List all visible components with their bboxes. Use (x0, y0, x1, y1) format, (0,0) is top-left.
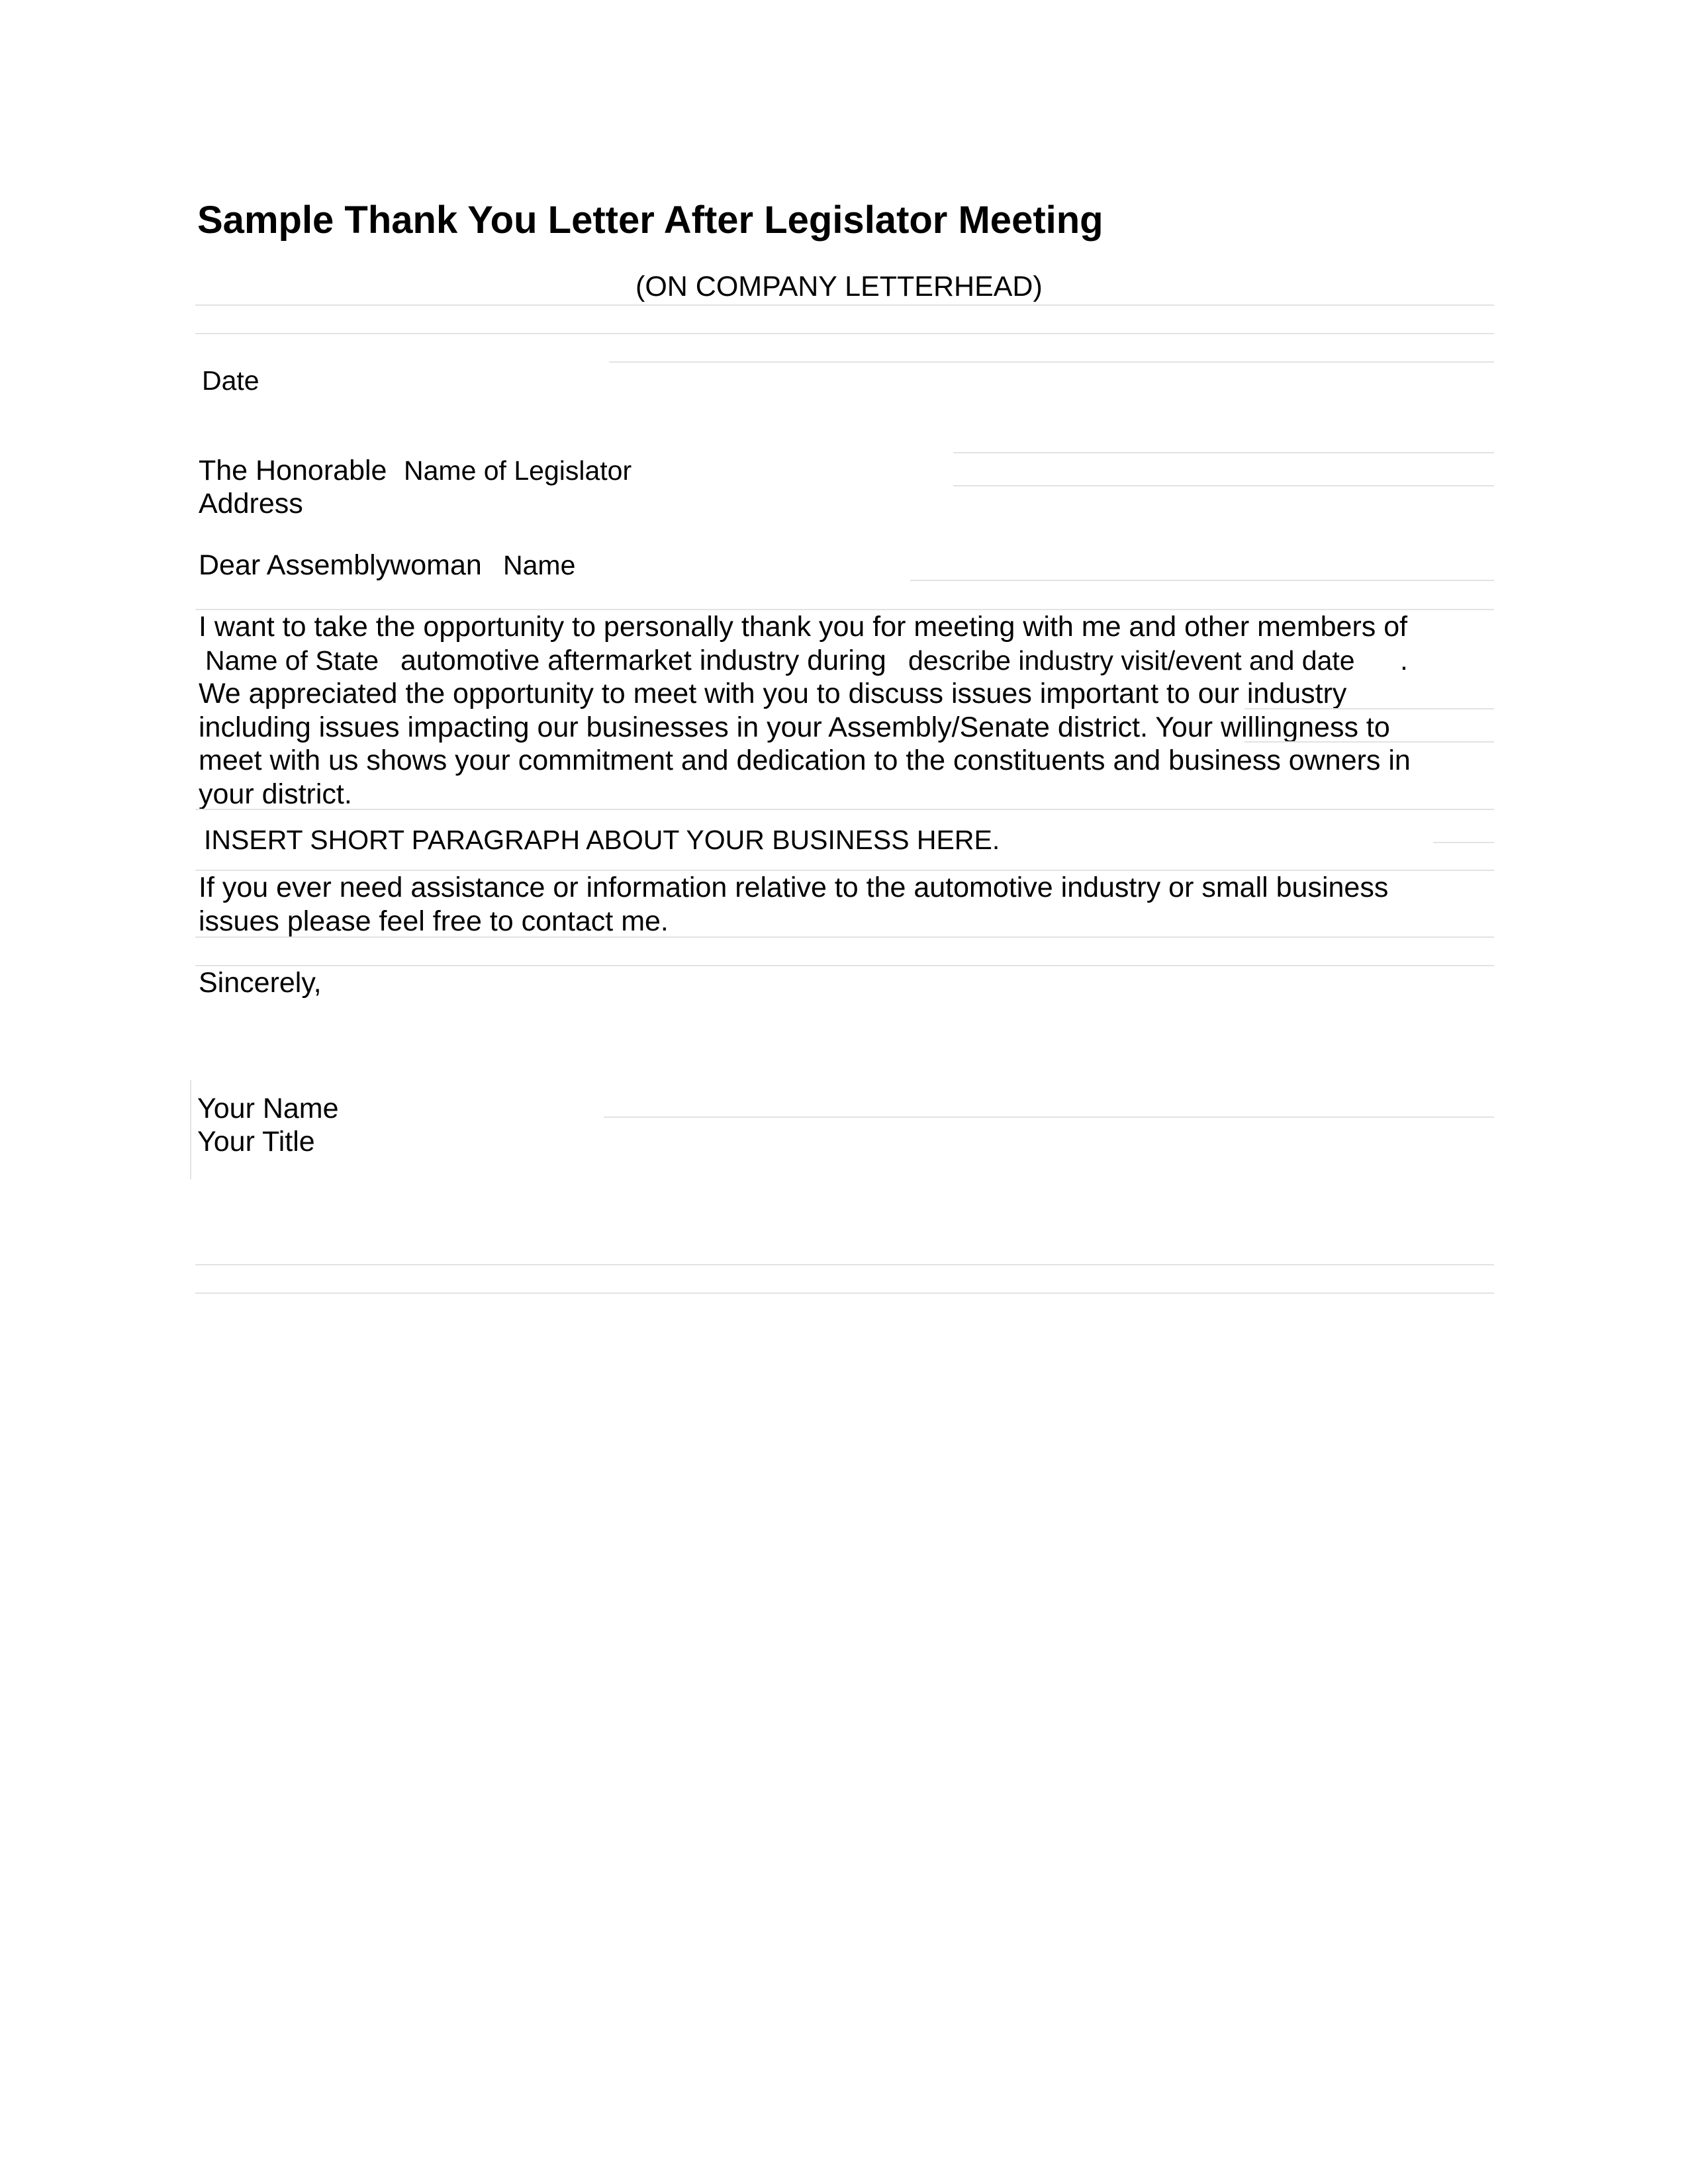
divider (1433, 842, 1494, 843)
closing: Sincerely, (199, 967, 322, 999)
paragraph-period: . (1400, 644, 1408, 676)
paragraph-line: meet with us shows your commitment and dedication to the constituents and business owners in (199, 745, 1411, 776)
divider (195, 965, 1494, 966)
greeting-prefix: Dear Assemblywoman (199, 549, 482, 581)
divider (609, 361, 1494, 363)
divider (953, 485, 1494, 486)
divider (195, 809, 1494, 810)
divider (1244, 708, 1494, 709)
date-field[interactable]: Date (202, 365, 259, 396)
body-paragraph-1 (199, 610, 1536, 811)
divider (195, 1264, 1494, 1265)
divider (953, 452, 1494, 453)
greeting-name-field[interactable]: Name (503, 550, 576, 580)
paragraph-text: automotive aftermarket industry during (400, 644, 886, 676)
addressee-prefix: The Honorable (199, 455, 387, 486)
divider (195, 333, 1494, 334)
paragraph-line: including issues impacting our businesses in your Assembly/Senate district. Your willingness to (199, 711, 1390, 743)
legislator-name-field[interactable]: Name of Legislator (404, 455, 632, 486)
divider (910, 580, 1494, 581)
letterhead-label: (ON COMPANY LETTERHEAD) (635, 271, 1043, 302)
page-title: Sample Thank You Letter After Legislator Meeting (197, 199, 1103, 242)
paragraph-line: I want to take the opportunity to personally thank you for meeting with me and other members of (199, 611, 1408, 643)
event-description-field[interactable]: describe industry visit/event and date (908, 645, 1355, 676)
divider (195, 304, 1494, 306)
business-paragraph-field[interactable]: INSERT SHORT PARAGRAPH ABOUT YOUR BUSINESS HERE. (204, 825, 1000, 855)
divider (195, 1293, 1494, 1294)
signature-margin-line (190, 1080, 191, 1179)
paragraph-line: your district. (199, 778, 352, 810)
paragraph-line (199, 644, 1536, 678)
paragraph-line: issues please feel free to contact me. (199, 905, 669, 937)
state-name-field[interactable]: Name of State (205, 645, 379, 676)
body-paragraph-3 (199, 871, 1536, 938)
signature-title-field[interactable]: Your Title (197, 1126, 315, 1158)
address-field[interactable]: Address (199, 488, 303, 520)
divider (604, 1116, 1494, 1118)
divider (195, 936, 1494, 938)
divider (1244, 741, 1494, 743)
paragraph-line: We appreciated the opportunity to meet with you to discuss issues important to our industry (199, 678, 1347, 709)
signature-name-field[interactable]: Your Name (197, 1093, 339, 1124)
paragraph-line: If you ever need assistance or information relative to the automotive industry or small business (199, 872, 1389, 903)
